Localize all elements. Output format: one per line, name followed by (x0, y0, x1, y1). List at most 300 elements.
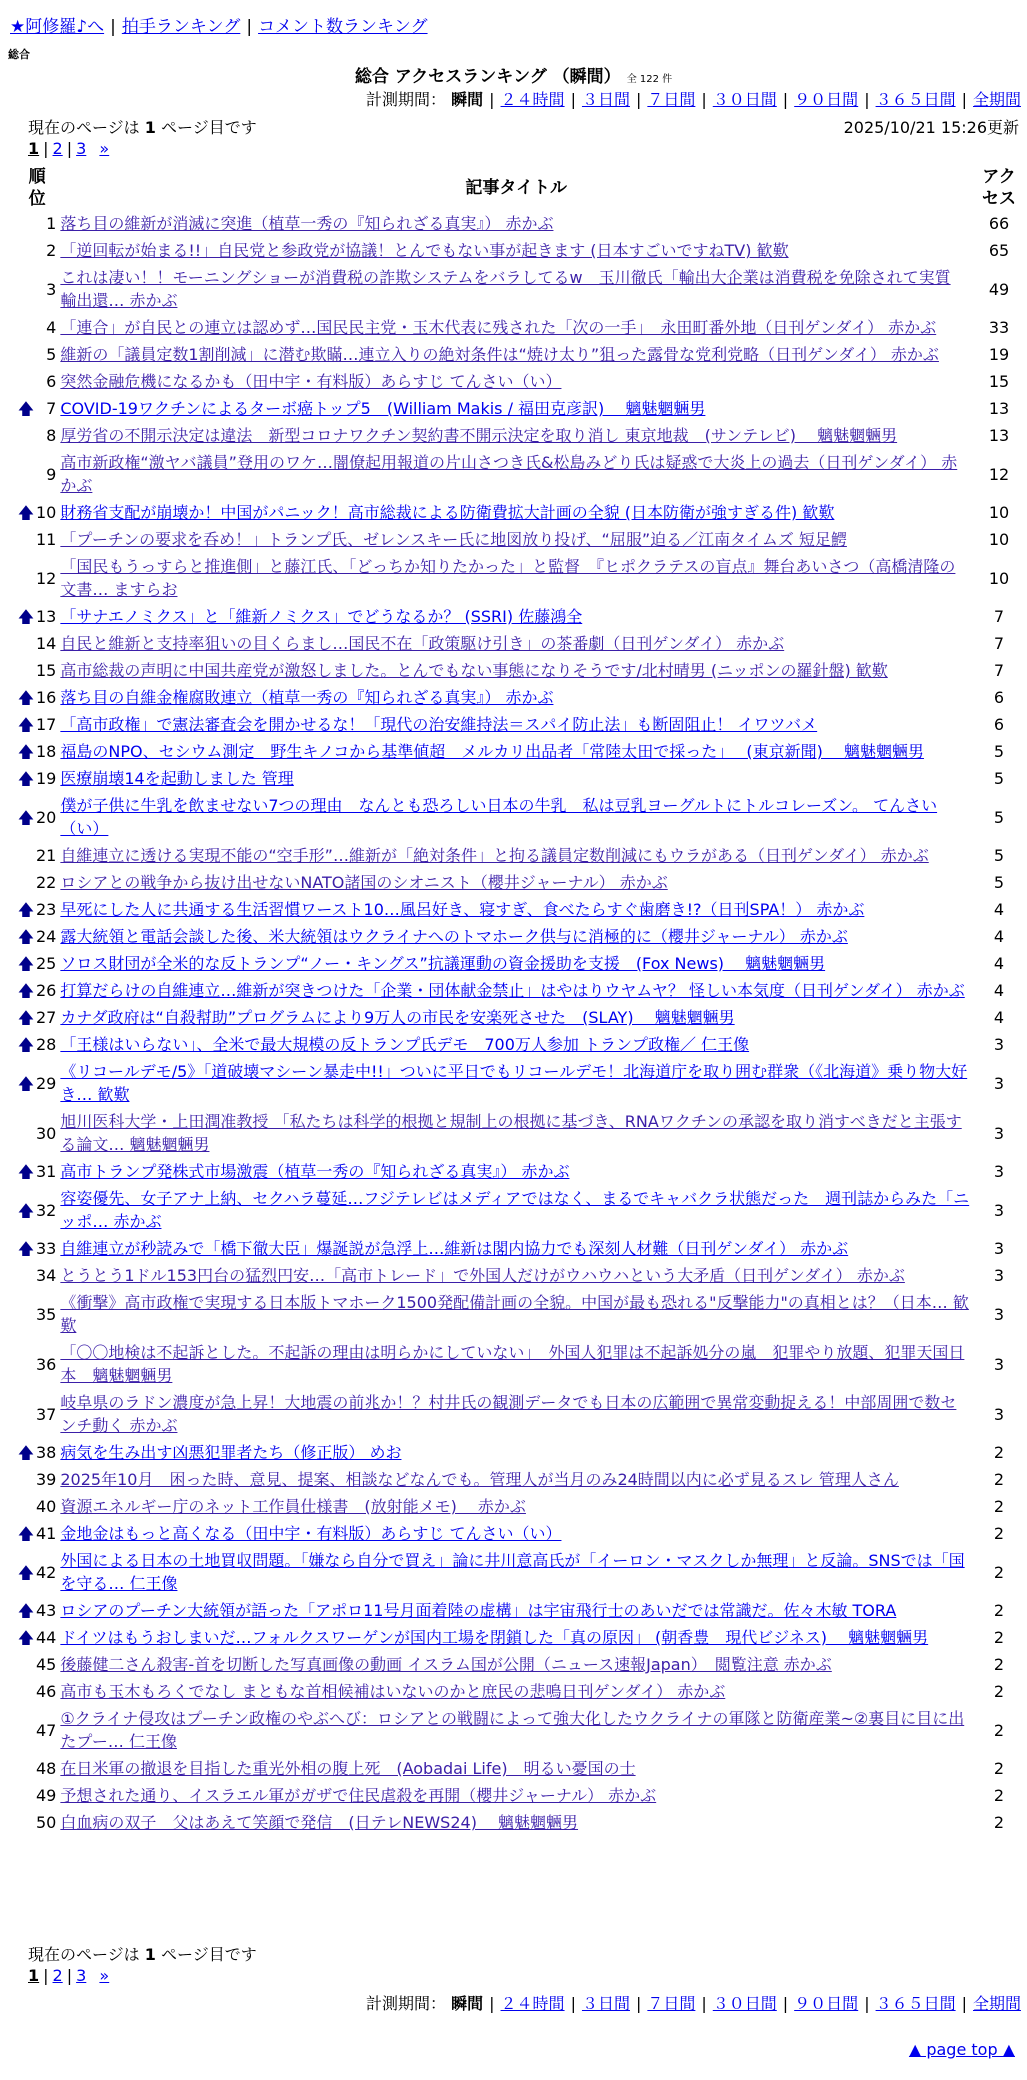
table-row (16, 1031, 1024, 1058)
article-title-link[interactable]: 自民と維新と支持率狙いの目くらまし…国民不在「政策駆け引き」の茶番劇（日刊ゲンダイ） 赤かぶ (60, 634, 785, 653)
rank-number: 39 (36, 1470, 57, 1489)
rank-number: 23 (36, 900, 57, 919)
rank-number: 24 (36, 927, 57, 946)
rank-number: 49 (36, 1786, 57, 1805)
article-title-cell (58, 1289, 974, 1339)
article-title-link[interactable]: ロシアのプーチン大統領が語った「アポロ11号月面着陸の虚構」は宇宙飛行士のあいだでは常識だ。佐々木敏 TORA (60, 1601, 897, 1620)
rank-column-header: 順 位 (28, 167, 46, 209)
access-count: 13 (988, 426, 1010, 445)
table-row (16, 792, 1024, 842)
article-title-link[interactable]: 「国民もうっすらと推進側」と藤江氏、「どっちか知りたかった」と監督 『ヒポクラテスの盲点』舞台あいさつ（高橋清隆の文書… ますらお (60, 557, 956, 599)
rank-up-arrow-icon: 🡅 (17, 1008, 35, 1027)
article-title-cell (58, 264, 974, 314)
table-row (16, 553, 1024, 603)
rank-up-arrow-icon: 🡅 (17, 742, 35, 761)
period-7d-link[interactable]: ７日間 (647, 1994, 696, 2013)
pager-page-3[interactable]: 3 (76, 1966, 87, 1985)
article-title-cell (58, 1439, 974, 1466)
rank-change-cell (16, 526, 36, 553)
article-title-link[interactable]: 後藤健二さん殺害-首を切断した写真画像の動画 イスラム国が公開（ニュース速報Japan） 閲覧注意 赤かぶ (60, 1655, 832, 1674)
rank-number: 33 (36, 1239, 57, 1258)
table-row (16, 1624, 1024, 1651)
article-title-cell (58, 1058, 974, 1108)
rank-change-cell (16, 977, 36, 1004)
table-row (16, 923, 1024, 950)
article-title-link[interactable]: これは凄い！！モーニングショーが消費税の詐欺システムをバラしてるw 玉川徹氏「輸出大企業は消費税を免除されて実質 輸出還… 赤かぶ (60, 268, 951, 310)
article-title-cell (58, 210, 974, 237)
rank-number: 4 (46, 318, 57, 337)
article-title-cell (58, 1624, 974, 1651)
period-all-link[interactable]: 全期間 (972, 1994, 1021, 2013)
comment-ranking-link[interactable]: コメント数ランキング (258, 17, 428, 37)
article-title-link[interactable]: 在日米軍の撤退を目指した重光外相の腹上死 (Aobadai Life) 明るい憂国の士 (60, 1759, 636, 1778)
rank-number: 41 (36, 1524, 57, 1543)
article-title-cell (58, 711, 974, 738)
rank-up-arrow-icon: 🡅 (17, 503, 35, 522)
rank-up-arrow-icon: 🡅 (17, 807, 35, 827)
article-title-link[interactable]: 《リコールデモ/5》「道破壊マシーン暴走中!!」ついに平日でもリコールデモ！北海道庁を取り囲む群衆（《北海道》乗り物大好き… 歓歎 (60, 1062, 968, 1104)
access-count: 3 (993, 1123, 1005, 1143)
period-current: 瞬間 (451, 90, 484, 109)
rank-change-cell (16, 1782, 36, 1809)
pager-page-2[interactable]: 2 (52, 139, 63, 158)
article-title-link[interactable]: 旭川医科大学・上田潤准教授 「私たちは科学的根拠と規制上の根拠に基づき、RNAワクチンの承認を取り消すべきだと主張する論文… 魑魅魍魎男 (60, 1112, 962, 1154)
article-title-cell (58, 1262, 974, 1289)
rank-change-cell (16, 1624, 36, 1651)
article-title-cell (58, 1108, 974, 1158)
access-count: 3 (993, 1404, 1005, 1424)
article-title-link[interactable]: 病気を生み出す凶悪犯罪者たち（修正版） めお (60, 1443, 402, 1462)
access-count: 2 (993, 1524, 1005, 1543)
article-title-link[interactable]: 落ち目の自維金権腐敗連立（植草一秀の『知られざる真実』） 赤かぶ (60, 688, 554, 707)
table-row (16, 1755, 1024, 1782)
period-24h-link[interactable]: ２４時間 (500, 1994, 565, 2013)
rank-change-cell (16, 603, 36, 630)
rank-up-arrow-icon: 🡅 (17, 715, 35, 734)
rank-number: 3 (46, 279, 57, 299)
rank-change-cell (16, 1678, 36, 1705)
pager-current: 1 (28, 139, 40, 158)
rank-change-cell (16, 1108, 36, 1158)
ranking-body (16, 210, 1024, 1836)
rank-up-arrow-icon: 🡅 (17, 954, 35, 973)
rank-up-arrow-icon: 🡅 (17, 1073, 35, 1093)
access-count: 2 (993, 1759, 1005, 1778)
rank-number: 15 (36, 661, 57, 680)
nav-separator: | (110, 17, 116, 37)
table-row (16, 684, 1024, 711)
pager-next[interactable]: » (99, 1966, 110, 1985)
article-title-link[interactable]: 自維連立に透ける実現不能の“空手形”…維新が「絶対条件」と拘る議員定数削減にもウラがある（日刊ゲンダイ） 赤かぶ (60, 846, 929, 865)
access-count: 3 (993, 1239, 1005, 1258)
rank-change-cell (16, 237, 36, 264)
article-title-link[interactable]: 「連合」が自民との連立は認めず…国民民主党・玉木代表に残された「次の一手」 永田町番外地（日刊ゲンダイ） 赤かぶ (60, 318, 937, 337)
pager-page-2[interactable]: 2 (52, 1966, 63, 1985)
page-info-bottom: 現在のページは 1 ページ目です (28, 1945, 257, 1964)
rank-number: 21 (36, 846, 57, 865)
article-title-cell (58, 630, 974, 657)
article-title-cell (58, 1651, 974, 1678)
rank-number: 28 (36, 1035, 57, 1054)
period-30d-link[interactable]: ３０日間 (712, 90, 777, 109)
rank-change-cell (16, 341, 36, 368)
article-title-cell (58, 1339, 974, 1389)
article-title-link[interactable]: 容姿優先、女子アナ上納、セクハラ蔓延…フジテレビはメディアではなく、まるでキャバクラ状態だった 週刊誌からみた「ニッポ… 赤かぶ (60, 1189, 970, 1231)
table-row (16, 1004, 1024, 1031)
rank-number: 47 (36, 1720, 57, 1740)
access-count: 2 (993, 1628, 1005, 1647)
rank-change-cell (16, 395, 36, 422)
period-label: 計測期間： (366, 90, 447, 109)
rank-change-cell (16, 1520, 36, 1547)
rank-number: 43 (36, 1601, 57, 1620)
article-title-cell (58, 869, 974, 896)
rank-number: 42 (36, 1562, 57, 1582)
article-title-link[interactable]: 「〇〇地検は不起訴とした。不起訴の理由は明らかにしていない」 外国人犯罪は不起訴処分の嵐 犯罪やり放題、犯罪天国日本 魑魅魍魎男 (60, 1343, 965, 1385)
rank-change-cell (16, 792, 36, 842)
table-row (16, 368, 1024, 395)
rank-change-cell (16, 553, 36, 603)
title-column-header: 記事タイトル (465, 178, 568, 198)
rank-up-arrow-icon: 🡅 (17, 1562, 35, 1582)
access-count: 4 (993, 954, 1005, 973)
rank-number: 34 (36, 1266, 57, 1285)
rank-number: 48 (36, 1759, 57, 1778)
access-count: 7 (993, 634, 1005, 653)
rank-up-arrow-icon: 🡅 (17, 1524, 35, 1543)
rank-number: 38 (36, 1443, 57, 1462)
access-count: 3 (993, 1266, 1005, 1285)
rank-number: 14 (36, 634, 57, 653)
rank-number: 46 (36, 1682, 57, 1701)
updated-timestamp: 2025/10/21 15:26更新 (843, 118, 1019, 137)
table-row (16, 1520, 1024, 1547)
rank-change-cell (16, 1466, 36, 1493)
rank-number: 29 (36, 1073, 57, 1093)
article-title-cell (58, 842, 974, 869)
article-title-cell (58, 341, 974, 368)
access-count: 7 (993, 661, 1005, 680)
article-title-link[interactable]: 医療崩壊14を起動しました 管理 (60, 769, 294, 788)
page-top-link[interactable]: ▲ page top ▲ (908, 2040, 1015, 2059)
access-count: 5 (993, 846, 1005, 865)
rank-change-cell (16, 314, 36, 341)
article-title-cell (58, 1520, 974, 1547)
article-title-cell (58, 368, 974, 395)
rank-change-cell (16, 1755, 36, 1782)
table-row (16, 1597, 1024, 1624)
article-title-link[interactable]: COVID-19ワクチンによるターボ癌トップ5 (William Makis / 福田克彦訳) 魑魅魍魎男 (60, 399, 706, 418)
article-title-cell (58, 1389, 974, 1439)
access-count: 12 (988, 464, 1010, 484)
table-row (16, 1547, 1024, 1597)
rank-change-cell (16, 765, 36, 792)
article-title-link[interactable]: 「王様はいらない」、全米で最大規模の反トランプ氏デモ 700万人参加 トランプ政権／ 仁王像 (60, 1035, 750, 1054)
article-title-cell (58, 657, 974, 684)
rank-number: 35 (36, 1304, 57, 1324)
article-title-link[interactable]: 高市新政権“激ヤバ議員”登用のワケ…闇僚起用報道の片山さつき氏&松島みどり氏は疑惑で大炎上の過去（日刊ゲンダイ） 赤かぶ (60, 453, 958, 495)
rank-change-cell (16, 1262, 36, 1289)
rank-change-cell (16, 950, 36, 977)
access-count: 33 (988, 318, 1010, 337)
rank-number: 30 (36, 1123, 57, 1143)
rank-change-cell (16, 1597, 36, 1624)
table-row (16, 1782, 1024, 1809)
rank-change-cell (16, 1389, 36, 1439)
period-30d-link[interactable]: ３０日間 (712, 1994, 777, 2013)
table-row (16, 1108, 1024, 1158)
article-title-link[interactable]: 高市トランプ発株式市場激震（植草一秀の『知られざる真実』） 赤かぶ (60, 1162, 570, 1181)
article-title-link[interactable]: カナダ政府は“自殺幇助”プログラムにより9万人の市民を安楽死させた (SLAY) 魑魅魍魎男 (60, 1008, 735, 1027)
rank-change-cell (16, 1289, 36, 1339)
article-title-cell (58, 314, 974, 341)
article-title-link[interactable]: 厚労省の不開示決定は違法 新型コロナワクチン契約書不開示決定を取り消し 東京地裁 (サンテレビ) 魑魅魍魎男 (60, 426, 898, 445)
article-title-cell (58, 1004, 974, 1031)
access-count: 2 (993, 1601, 1005, 1620)
table-row (16, 264, 1024, 314)
period-nav-top: 計測期間： 瞬間 | ２４時間 | ３日間 | ７日間 | ３０日間 | ９０日間 | ３６５日間 | 全期間 (366, 90, 1021, 109)
article-title-link[interactable]: 外国による日本の土地買収問題。「嫌なら自分で買え」論に井川意高氏が「イーロン・マスクしか無理」と反論。SNSでは「国を守る… 仁王像 (60, 1551, 965, 1593)
rank-up-arrow-icon: 🡅 (17, 1239, 35, 1258)
home-link[interactable]: ★阿修羅♪へ (10, 17, 105, 37)
article-title-cell (58, 1809, 974, 1836)
article-title-link[interactable]: ドイツはもうおしまいだ…フォルクスワーゲンが国内工場を閉鎖した「真の原因」 (朝香豊 現代ビジネス) 魑魅魍魎男 (60, 1628, 929, 1647)
access-count: 3 (993, 1200, 1005, 1220)
period-nav-bottom: 計測期間： 瞬間 | ２４時間 | ３日間 | ７日間 | ３０日間 | ９０日間 | ３６５日間 | 全期間 (366, 1994, 1021, 2013)
article-title-link[interactable]: とうとう1ドル153円台の猛烈円安…「高市トレード」で外国人だけがウハウハという大矛盾（日刊ゲンダイ） 赤かぶ (60, 1266, 905, 1285)
article-title-cell (58, 526, 974, 553)
table-row (16, 1058, 1024, 1108)
article-title-link[interactable]: 高市総裁の声明に中国共産党が激怒しました。とんでもない事態になりそうです/北村晴男 (ニッポンの羅針盤) 歓歎 (60, 661, 888, 680)
rank-number: 18 (36, 742, 57, 761)
page-info-top: 現在のページは 1 ページ目です (28, 118, 257, 137)
applause-ranking-link[interactable]: 拍手ランキング (121, 17, 241, 37)
article-title-link[interactable]: 2025年10月 困った時、意見、提案、相談などなんでも。管理人が当月のみ24時間以内に必ず見るスレ 管理人さん (60, 1470, 899, 1489)
rank-up-arrow-icon: 🡅 (17, 607, 35, 626)
period-90d-link[interactable]: ９０日間 (794, 90, 859, 109)
table-row (16, 711, 1024, 738)
access-count: 65 (988, 241, 1010, 260)
article-title-cell (58, 395, 974, 422)
table-row (16, 1235, 1024, 1262)
article-title-link[interactable]: 僕が子供に牛乳を飲ませない7つの理由 なんとも恐ろしい日本の牛乳 私は豆乳ヨーグルトにトルコレーズン。 てんさい（い） (60, 796, 938, 838)
access-count: 3 (993, 1073, 1005, 1093)
access-count: 13 (988, 399, 1010, 418)
access-count: 2 (993, 1813, 1005, 1832)
rank-change-cell (16, 630, 36, 657)
article-title-link[interactable]: 岐阜県のラドン濃度が急上昇！大地震の前兆か！？村井氏の観測データでも日本の広範囲で異常変動捉える！中部周囲で数センチ動く 赤かぶ (60, 1393, 957, 1435)
rank-up-arrow-icon: 🡅 (17, 1162, 35, 1181)
period-all-link[interactable]: 全期間 (972, 90, 1021, 109)
article-title-link[interactable]: 白血病の双子 父はあえて笑顔で発信 (日テレNEWS24) 魑魅魍魎男 (60, 1813, 579, 1832)
article-title-link[interactable]: 自維連立が秒読みで「橋下徹大臣」爆誕説が急浮上…維新は閣内協力でも深刻人材難（日刊ゲンダイ） 赤かぶ (60, 1239, 849, 1258)
article-title-link[interactable]: 早死にした人に共通する生活習慣ワースト10…風呂好き、寝すぎ、食べたらすぐ歯磨き!?（日刊SPA！） 赤かぶ (60, 900, 865, 919)
period-3d-link[interactable]: ３日間 (581, 90, 630, 109)
article-title-cell (58, 977, 974, 1004)
period-7d-link[interactable]: ７日間 (647, 90, 696, 109)
rank-change-cell (16, 1185, 36, 1235)
rank-number: 11 (36, 530, 57, 549)
period-3d-link[interactable]: ３日間 (581, 1994, 630, 2013)
period-24h-link[interactable]: ２４時間 (500, 90, 565, 109)
access-count: 19 (988, 345, 1010, 364)
table-row (16, 1705, 1024, 1755)
article-title-link[interactable]: 「逆回転が始まる!!」自民党と参政党が協議！とんでもない事が起きます (日本すごいですねTV) 歓歎 (60, 241, 789, 260)
period-90d-link[interactable]: ９０日間 (794, 1994, 859, 2013)
period-365d-link[interactable]: ３６５日間 (875, 1994, 956, 2013)
access-count: 3 (993, 1162, 1005, 1181)
pager-page-3[interactable]: 3 (76, 139, 87, 158)
article-title-link[interactable]: 突然金融危機になるかも（田中宇・有料版）あらすじ てんさい（い） (60, 372, 562, 391)
rank-number: 8 (46, 426, 57, 445)
article-title-link[interactable]: 資源エネルギー庁のネット工作員仕様書 (放射能メモ) 赤かぶ (60, 1497, 526, 1516)
article-title-link[interactable]: 「サナエノミクス」と「維新ノミクス」でどうなるか？ (SSRI) 佐藤鴻全 (60, 607, 583, 626)
article-title-cell (58, 950, 974, 977)
article-title-link[interactable]: 露大統領と電話会談した後、米大統領はウクライナへのトマホーク供与に消極的に（櫻井ジャーナル） 赤かぶ (60, 927, 848, 946)
rank-change-cell (16, 896, 36, 923)
table-header-row (16, 166, 1024, 210)
rank-number: 5 (46, 345, 57, 364)
article-title-cell (58, 1705, 974, 1755)
article-title-cell (58, 1031, 974, 1058)
article-title-link[interactable]: 打算だらけの自維連立…維新が突きつけた「企業・団体献金禁止」はやはりウヤムヤ？ 怪しい本気度（日刊ゲンダイ） 赤かぶ (60, 981, 965, 1000)
access-count: 4 (993, 900, 1005, 919)
rank-change-cell (16, 842, 36, 869)
rank-change-cell (16, 449, 36, 499)
table-row (16, 657, 1024, 684)
article-title-link[interactable]: 金地金はもっと高くなる（田中宇・有料版）あらすじ てんさい（い） (60, 1524, 562, 1543)
article-title-link[interactable]: ソロス財団が全米的な反トランプ“ノー・キングス”抗議運動の資金援助を支援 (Fox News) 魑魅魍魎男 (60, 954, 826, 973)
rank-number: 27 (36, 1008, 57, 1027)
table-row (16, 1678, 1024, 1705)
pager-next[interactable]: » (99, 139, 110, 158)
rank-number: 31 (36, 1162, 57, 1181)
access-count: 2 (993, 1655, 1005, 1674)
article-title-link[interactable]: 「高市政権」で憲法審査会を開かせるな！「現代の治安維持法＝スパイ防止法」も断固阻止！ イワツバメ (60, 715, 818, 734)
rank-number: 40 (36, 1497, 57, 1516)
access-column-header: アク セス (982, 167, 1016, 209)
page-title (0, 62, 1027, 87)
rank-number: 45 (36, 1655, 57, 1674)
table-row (16, 395, 1024, 422)
article-title-link[interactable]: 福島のNPO、セシウム測定 野生キノコから基準値超 メルカリ出品者「常陸太田で採った」 (東京新聞) 魑魅魍魎男 (60, 742, 924, 761)
rank-change-cell (16, 1651, 36, 1678)
rank-number: 16 (36, 688, 57, 707)
article-title-link[interactable]: 高市も玉木もろくでなし まともな首相候補はいないのかと庶民の悲鳴日刊ゲンダイ） 赤かぶ (60, 1682, 726, 1701)
article-title-link[interactable]: 「プーチンの要求を呑め！」トランプ氏、ゼレンスキー氏に地図放り投げ、“屈服”迫る／江南タイムズ 短足鰐 (60, 530, 847, 549)
table-row (16, 1439, 1024, 1466)
rank-change-cell (16, 1809, 36, 1836)
table-row (16, 738, 1024, 765)
article-title-link[interactable]: ①クライナ侵攻はプーチン政権のやぶへび：ロシアとの戦闘によって強大化したウクライナの軍隊と防衛産業~②裏目に目に出たプー… 仁王像 (60, 1709, 965, 1751)
article-title-cell (58, 1466, 974, 1493)
rank-change-cell (16, 1439, 36, 1466)
access-count: 4 (993, 981, 1005, 1000)
article-title-link[interactable]: ロシアとの戦争から抜け出せないNATO諸国のシオニスト（櫻井ジャーナル） 赤かぶ (60, 873, 668, 892)
rank-number: 13 (36, 607, 57, 626)
access-count: 2 (993, 1470, 1005, 1489)
rank-up-arrow-icon: 🡅 (17, 399, 35, 418)
article-title-cell (58, 553, 974, 603)
access-count: 3 (993, 1354, 1005, 1374)
table-row (16, 896, 1024, 923)
article-title-cell (58, 1678, 974, 1705)
table-row (16, 1389, 1024, 1439)
table-row (16, 237, 1024, 264)
article-title-link[interactable]: 落ち目の維新が消滅に突進（植草一秀の『知られざる真実』） 赤かぶ (60, 214, 554, 233)
rank-change-cell (16, 422, 36, 449)
rank-up-arrow-icon: 🡅 (17, 1601, 35, 1620)
rank-up-arrow-icon: 🡅 (17, 1200, 35, 1220)
article-title-cell (58, 792, 974, 842)
table-row (16, 314, 1024, 341)
rank-number: 7 (46, 399, 57, 418)
access-count: 6 (993, 688, 1005, 707)
rank-up-arrow-icon: 🡅 (17, 927, 35, 946)
access-count: 10 (988, 568, 1010, 588)
rank-number: 9 (46, 464, 57, 484)
rank-up-arrow-icon: 🡅 (17, 1035, 35, 1054)
article-title-link[interactable]: 《衝撃》高市政権で実現する日本版トマホーク1500発配備計画の全貌。中国が最も恐れる"反撃能力"の真相とは？（日本… 歓歎 (60, 1293, 969, 1335)
article-title-link[interactable]: 予想された通り、イスラエル軍がガザで住民虐殺を再開（櫻井ジャーナル） 赤かぶ (60, 1786, 657, 1805)
rank-change-cell (16, 1493, 36, 1520)
article-title-cell (58, 499, 974, 526)
article-title-cell (58, 1782, 974, 1809)
rank-up-arrow-icon: 🡅 (17, 1443, 35, 1462)
table-row (16, 1651, 1024, 1678)
period-365d-link[interactable]: ３６５日間 (875, 90, 956, 109)
table-row (16, 603, 1024, 630)
access-count: 10 (988, 503, 1010, 522)
article-title-link[interactable]: 財務省支配が崩壊か！中国がパニック！高市総裁による防衛費拡大計画の全貌 (日本防衛が強すぎる件) 歓歎 (60, 503, 835, 522)
page-title-text: 総合 アクセスランキング （瞬間） (354, 67, 621, 87)
access-count: 5 (993, 742, 1005, 761)
rank-number: 10 (36, 503, 57, 522)
access-count: 2 (993, 1720, 1005, 1740)
pager-bottom: 1 | 2 | 3 » (28, 1966, 110, 1985)
article-title-link[interactable]: 維新の「議員定数1割削減」に潜む欺瞞…連立入りの絶対条件は“焼け太り”狙った露骨な党利党略（日刊ゲンダイ） 赤かぶ (60, 345, 939, 364)
access-count: 3 (993, 1304, 1005, 1324)
rank-number: 2 (46, 241, 57, 260)
article-title-cell (58, 1597, 974, 1624)
table-row (16, 1289, 1024, 1339)
table-row (16, 1466, 1024, 1493)
rank-number: 37 (36, 1404, 57, 1424)
rank-number: 32 (36, 1200, 57, 1220)
access-count: 5 (993, 807, 1005, 827)
rank-number: 17 (36, 715, 57, 734)
access-count: 6 (993, 715, 1005, 734)
rank-number: 1 (46, 214, 57, 233)
table-row (16, 1809, 1024, 1836)
table-row (16, 1262, 1024, 1289)
top-nav (10, 12, 428, 37)
article-title-cell (58, 923, 974, 950)
rank-number: 36 (36, 1354, 57, 1374)
ranking-table (16, 166, 1024, 1836)
table-row (16, 765, 1024, 792)
article-title-cell (58, 1235, 974, 1262)
rank-up-arrow-icon: 🡅 (17, 900, 35, 919)
access-count: 66 (988, 214, 1010, 233)
access-count: 7 (993, 607, 1005, 626)
table-row (16, 341, 1024, 368)
rank-change-cell (16, 684, 36, 711)
access-count: 5 (993, 873, 1005, 892)
rank-number: 50 (36, 1813, 57, 1832)
article-title-cell (58, 1493, 974, 1520)
table-row (16, 1493, 1024, 1520)
